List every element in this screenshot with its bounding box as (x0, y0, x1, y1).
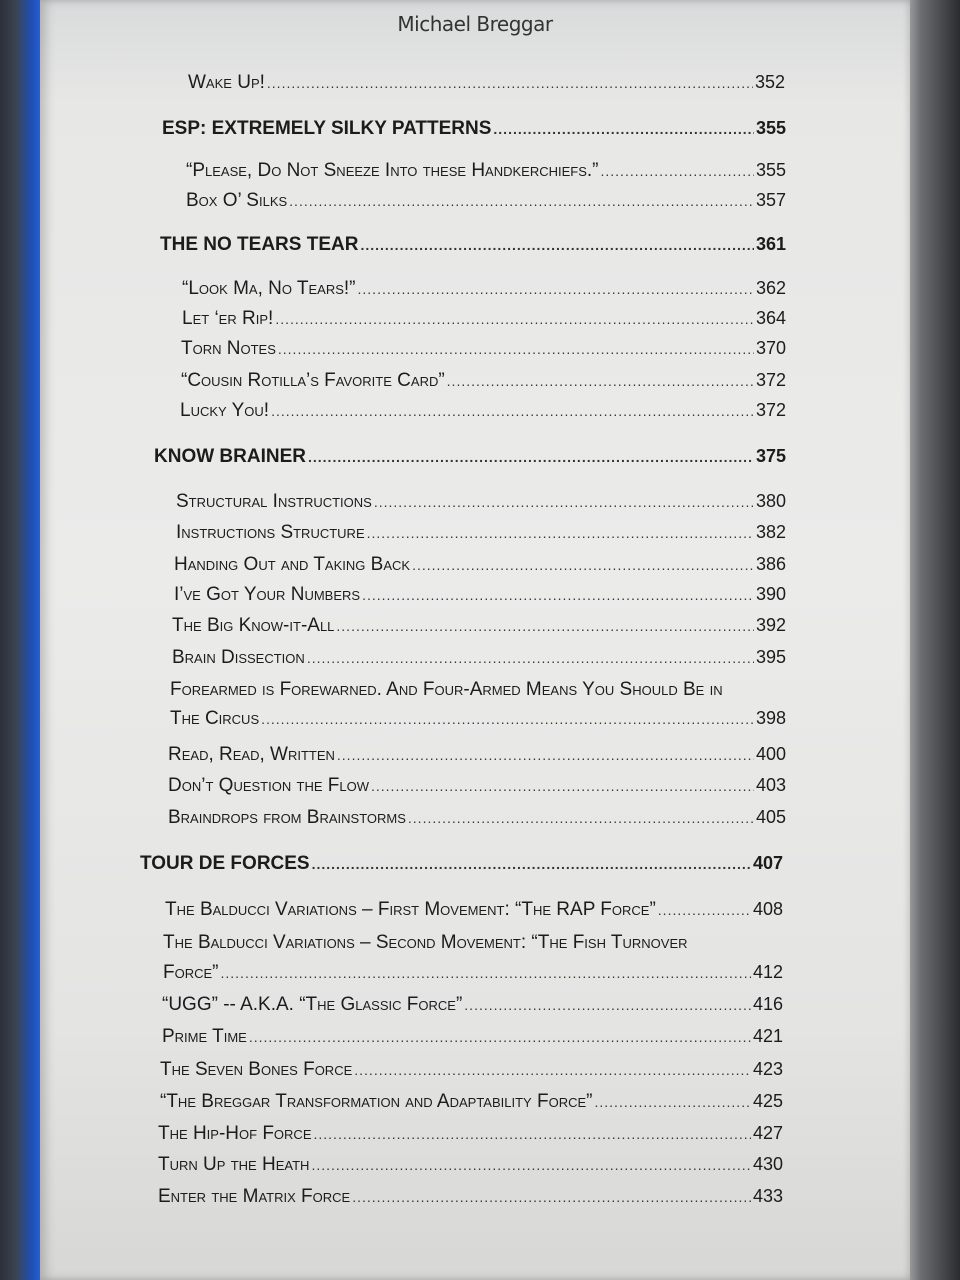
section-title: TOUR DE FORCES (140, 853, 310, 874)
page-number: 395 (755, 647, 786, 667)
toc-entry-row (160, 1059, 783, 1081)
toc-entry-row (186, 190, 786, 212)
entry-title: Box O’ Silks (186, 190, 288, 211)
entry-title: I’ve Got Your Numbers (174, 584, 361, 605)
page-number: 355 (755, 118, 786, 138)
dot-leader (307, 650, 754, 666)
entry-title: Structural Instructions (176, 491, 372, 512)
dot-leader (289, 193, 754, 209)
running-header-author: Michael Breggar (397, 12, 553, 36)
entry-title: The Balducci Variations – First Movement: “The RAP Force” (165, 899, 656, 920)
dot-leader (221, 965, 751, 981)
entry-title: Brain Dissection (172, 647, 305, 668)
dot-leader (308, 449, 754, 465)
entry-title: “Look Ma, No Tears!” (182, 278, 356, 299)
dot-leader (267, 75, 753, 91)
entry-title: “Cousin Rotilla’s Favorite Card” (181, 370, 445, 391)
entry-title: The Hip-Hof Force (158, 1123, 312, 1144)
toc-entry-row (165, 899, 783, 921)
entry-title: Don’t Question the Flow (168, 775, 369, 796)
page-number: 390 (755, 584, 786, 604)
dot-leader (464, 997, 751, 1013)
dot-leader (275, 311, 754, 327)
page-number: 421 (752, 1026, 783, 1046)
entry-title: Wake Up! (188, 72, 265, 93)
entry-title: Enter the Matrix Force (158, 1186, 351, 1207)
page-number: 423 (752, 1059, 783, 1079)
section-title: THE NO TEARS TEAR (160, 234, 359, 255)
toc-entry-row (168, 744, 786, 766)
dot-leader (314, 1126, 751, 1142)
entry-title: Torn Notes (181, 338, 276, 359)
dot-leader (362, 587, 754, 603)
page-number: 412 (752, 962, 783, 982)
dot-leader (337, 747, 754, 763)
section-title: ESP: EXTREMELY SILKY PATTERNS (162, 118, 492, 139)
page-number: 433 (752, 1186, 783, 1206)
page-number: 392 (755, 615, 786, 635)
page-number: 370 (755, 338, 786, 358)
toc-entry-row (174, 584, 786, 606)
toc-entry-row (181, 370, 786, 392)
page-number: 425 (752, 1091, 783, 1111)
page-number: 427 (752, 1123, 783, 1143)
entry-title: “UGG” -- A.K.A. “The Glassic Force” (162, 994, 463, 1015)
entry-title: Instructions Structure (176, 522, 365, 543)
page-number: 364 (755, 308, 786, 328)
entry-title: “The Breggar Transformation and Adaptability Force” (160, 1091, 593, 1112)
entry-title: The Seven Bones Force (160, 1059, 353, 1080)
toc-section-row (162, 118, 786, 140)
entry-title: Braindrops from Brainstorms (168, 807, 406, 828)
toc-entry-row (158, 1186, 783, 1208)
page-number: 375 (755, 446, 786, 466)
entry-title: Read, Read, Written (168, 744, 335, 765)
toc-entry-row (160, 1091, 783, 1113)
toc-entry-row (168, 775, 786, 797)
toc-entry-row (168, 807, 786, 829)
dot-leader (312, 856, 751, 872)
toc-entry-line1: The Balducci Variations – Second Movement: “The Fish Turnover (163, 932, 688, 953)
page-number: 400 (755, 744, 786, 764)
section-title: KNOW BRAINER (154, 446, 306, 467)
toc-entry-line1: Forearmed is Forewarned. And Four-Armed Means You Should Be in (170, 679, 723, 700)
dot-leader (278, 341, 754, 357)
page-number: 430 (752, 1154, 783, 1174)
page-number: 398 (755, 708, 786, 728)
page-number: 386 (755, 554, 786, 574)
dot-leader (412, 557, 754, 573)
dot-leader (367, 525, 754, 541)
entry-title: Force” (163, 962, 219, 983)
dot-leader (261, 711, 754, 727)
page-number: 382 (755, 522, 786, 542)
page-number: 405 (755, 807, 786, 827)
page-number: 362 (755, 278, 786, 298)
toc-entry-row (180, 400, 786, 422)
dot-leader (358, 281, 754, 297)
entry-title: Handing Out and Taking Back (174, 554, 411, 575)
page-number: 372 (755, 400, 786, 420)
toc-entry-row (162, 994, 783, 1016)
page-number: 403 (755, 775, 786, 795)
dot-leader (311, 1157, 751, 1173)
page-number: 357 (755, 190, 786, 210)
dot-leader (447, 373, 754, 389)
entry-title: Let ‘er Rip! (182, 308, 274, 329)
toc-entry-row (176, 491, 786, 513)
dot-leader (371, 778, 754, 794)
page-number: 372 (755, 370, 786, 390)
toc-entry-row (182, 278, 786, 300)
page-number: 380 (755, 491, 786, 511)
toc-entry-row (182, 308, 786, 330)
page-number: 352 (754, 72, 785, 92)
toc-entry-row (174, 554, 786, 576)
toc-entry-row (162, 1026, 783, 1048)
toc-section-row (154, 446, 786, 468)
toc-section-row (140, 853, 783, 875)
toc-entry-row (163, 962, 783, 984)
toc-entry-row (181, 338, 786, 360)
dot-leader (408, 810, 754, 826)
page-number: 408 (752, 899, 783, 919)
dot-leader (352, 1189, 751, 1205)
dot-leader (601, 163, 754, 179)
toc-entry-row (176, 522, 786, 544)
page-number: 361 (755, 234, 786, 254)
toc-entry-row (158, 1123, 783, 1145)
dot-leader (354, 1062, 751, 1078)
dot-leader (374, 494, 754, 510)
page-number: 416 (752, 994, 783, 1014)
table-of-contents (40, 0, 910, 1280)
book-cover-edge (0, 0, 40, 1280)
page-number: 355 (755, 160, 786, 180)
page-number: 407 (752, 853, 783, 873)
toc-entry-row (170, 708, 786, 730)
dot-leader (336, 618, 754, 634)
toc-entry-row (188, 72, 785, 94)
dot-leader (271, 403, 754, 419)
entry-title: Turn Up the Heath (158, 1154, 310, 1175)
dot-leader (658, 902, 751, 918)
dot-leader (595, 1094, 751, 1110)
entry-title: Prime Time (162, 1026, 247, 1047)
dot-leader (493, 121, 754, 137)
book-page (40, 0, 910, 1280)
dot-leader (249, 1029, 751, 1045)
toc-entry-row (186, 160, 786, 182)
entry-title: Lucky You! (180, 400, 270, 421)
toc-entry-row (158, 1154, 783, 1176)
toc-entry-row (172, 615, 786, 637)
entry-title: The Circus (170, 708, 260, 729)
entry-title: “Please, Do Not Sneeze Into these Handkerchiefs.” (186, 160, 599, 181)
dot-leader (360, 237, 754, 253)
entry-title: The Big Know-it-All (172, 615, 335, 636)
toc-entry-row (172, 647, 786, 669)
toc-section-row (160, 234, 786, 256)
